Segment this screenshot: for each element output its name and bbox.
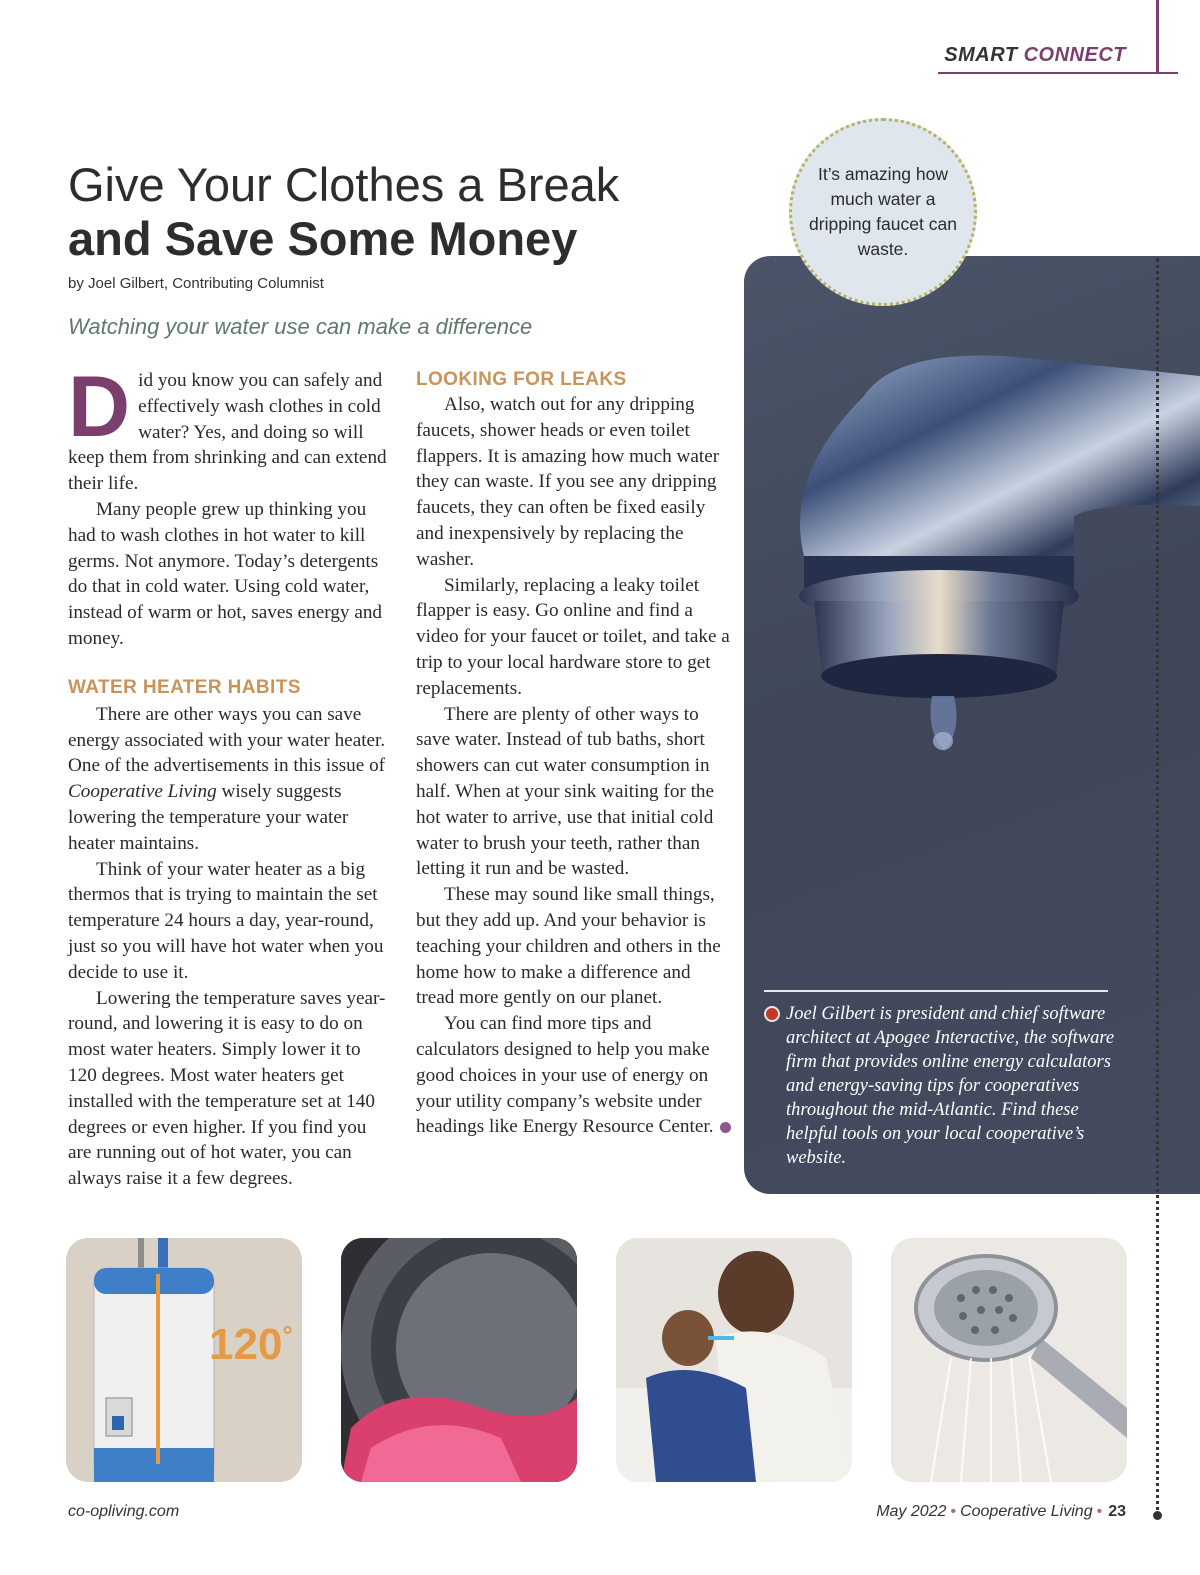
footer-separator-dot-icon: • (950, 1503, 957, 1520)
article-column-1 (68, 359, 394, 1192)
drop-cap: D (68, 359, 131, 455)
shower-head-photo (891, 1238, 1127, 1482)
section-heading-water-heater: WATER HEATER HABITS (68, 676, 301, 698)
author-bio-caption: Joel Gilbert is president and chief software architect at Apogee Interactive, the software firm that provides online energy calculators and energy-saving tips for cooperatives throughout the mid-Atlantic. Find these helpful tools on your local cooperative’s website. (786, 1004, 1115, 1168)
washing-drum-icon (341, 1238, 577, 1482)
paragraph: Also, watch out for any dripping faucets, shower heads or even toilet flappers. It is amazing how much water they can waste. If you see any dripping faucets, they can often be fixed easily and inexpensively by replacing the washer. (416, 394, 720, 570)
faucet-photo-panel (744, 256, 1200, 1194)
paragraph-intro (68, 359, 394, 497)
caption-divider (764, 990, 1108, 992)
paragraph: Similarly, replacing a leaky toilet flapper is easy. Go online and find a video for your faucet or toilet, and take a trip to your local hardware store to get replacements. (416, 574, 730, 699)
degree-symbol: ° (282, 1320, 293, 1350)
paragraph: Lowering the temperature saves year-round, and lowering it is easy to do on most water heaters. Simply lower it to 120 degrees. Most water heaters get installed with the temperature set at 140 degrees or even higher. If you find you are running out of hot water, you can always raise it a few degrees. (68, 987, 386, 1190)
paragraph (68, 702, 394, 857)
callout-text: It’s amazing how much water a dripping faucet can waste. (809, 164, 957, 259)
paragraph-final (416, 1011, 732, 1140)
shower-head-icon (891, 1238, 1127, 1482)
section-heading-leaks: LOOKING FOR LEAKS (416, 369, 627, 390)
section-tag-word1: SMART (944, 44, 1018, 66)
footer-date: May 2022 (876, 1503, 947, 1520)
paragraph-text: There are other ways you can save energy associated with your water heater. One of the advertisements in this issue of (68, 703, 386, 777)
article-column-2 (416, 368, 732, 1140)
dotted-rule (1156, 258, 1159, 1518)
temperature-value: 120 (209, 1320, 283, 1369)
page-number: 23 (1108, 1503, 1126, 1520)
paragraph-intro-text: id you know you can safely and effectively wash clothes in cold water? Yes, and doing so will keep them from shrinking and can extend their life. (68, 370, 387, 495)
byline: by Joel Gilbert, Contributing Columnist (68, 275, 324, 292)
section-tag-word2: CONNECT (1023, 44, 1126, 66)
paragraph-text: wisely suggests lowering the temperature your water heater maintains. (68, 781, 349, 854)
article-title-line1: Give Your Clothes a Break (68, 158, 620, 211)
footer-website: co-opliving.com (68, 1503, 180, 1520)
family-brushing-teeth-photo (616, 1238, 852, 1482)
subhead: Watching your water use can make a difference (68, 314, 533, 339)
paragraph: Many people grew up thinking you had to wash clothes in hot water to kill germs. Not anymore. Today’s detergents do that in cold water. Using cold water, instead of warm or hot, saves energy and money. (68, 498, 383, 649)
paragraph: Think of your water heater as a big thermos that is trying to maintain the set temperature 24 hours a day, year-round, just so you will have hot water when you decide to use it. (68, 858, 384, 983)
family-photo-icon (616, 1238, 852, 1482)
publication-name: Cooperative Living (68, 781, 217, 803)
water-heater-illustration (66, 1238, 302, 1482)
section-tag (944, 44, 1126, 67)
article-title (68, 158, 708, 266)
paragraph-text: You can find more tips and calculators designed to help you make good choices in your use of energy on your utility company’s website under headings like Energy Resource Center. (416, 1013, 714, 1138)
header-rule-horizontal (938, 72, 1178, 74)
footer-publication: Cooperative Living (960, 1503, 1093, 1520)
faucet-photo (744, 256, 1200, 816)
paragraph: There are plenty of other ways to save water. Instead of tub baths, short showers can cut water consumption in half. When at your sink waiting for the hot water to arrive, use that initial cold water to brush your teeth, rather than letting it run and be wasted. (416, 703, 715, 880)
paragraph: These may sound like small things, but they add up. And your behavior is teaching your children and others in the home how to make a difference and tread more gently on our planet. (416, 884, 721, 1009)
footer-page-info (876, 1503, 1126, 1521)
washing-machine-photo (341, 1238, 577, 1482)
dotted-rule-end-dot (1153, 1511, 1162, 1520)
footer-separator-dot-icon: • (1096, 1503, 1103, 1520)
temperature-label (209, 1320, 293, 1370)
header-rule-vertical (1156, 0, 1159, 74)
bullet-dot-icon (720, 1122, 731, 1133)
callout-bubble (789, 118, 977, 306)
red-dot-icon (764, 1006, 780, 1022)
article-title-line2: and Save Some Money (68, 212, 578, 265)
